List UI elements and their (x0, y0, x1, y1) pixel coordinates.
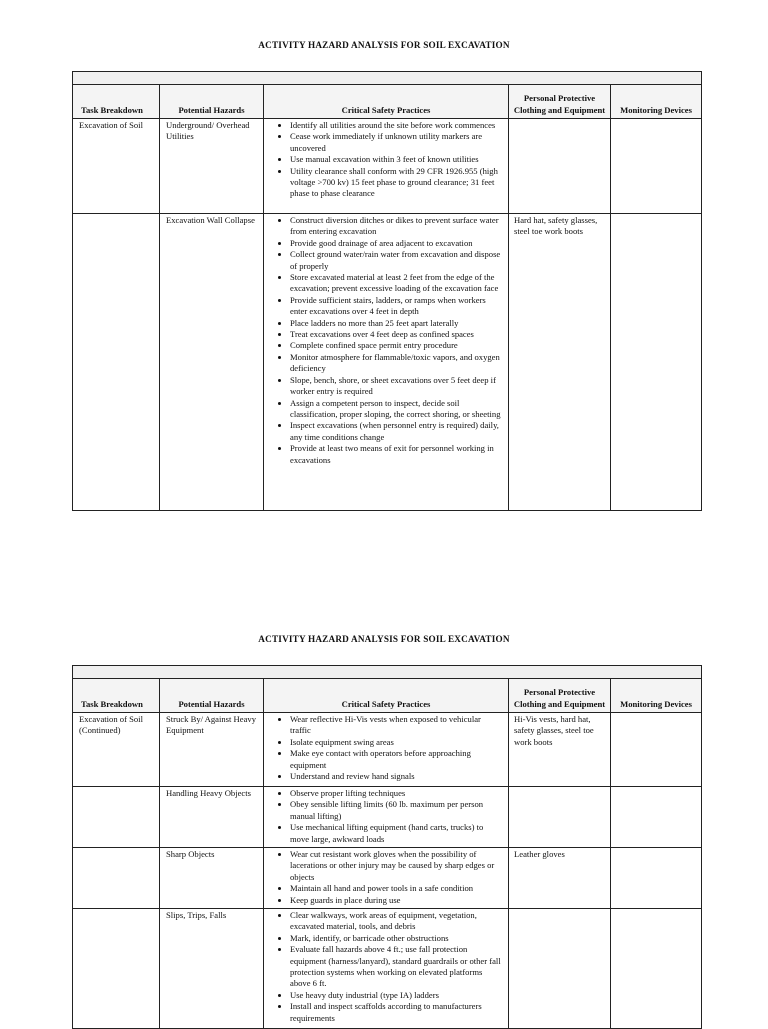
hazard-analysis-table (72, 665, 702, 1029)
task-cell (73, 214, 160, 511)
practice-item: • Obey sensible lifting limits (60 lb. maximum per person manual lifting) (290, 799, 503, 822)
practice-item: • Provide at least two means of exit for personnel working in excavations (290, 443, 503, 466)
practice-item: • Provide good drainage of area adjacent to excavation (290, 238, 503, 249)
monitoring-cell (611, 713, 702, 787)
practice-item: • Complete confined space permit entry procedure (290, 340, 503, 351)
practice-item: • Assign a competent person to inspect, decide soil classification, proper sloping, the correct shoring, or sheeting (290, 398, 503, 421)
header-task-breakdown: Task Breakdown (73, 85, 160, 119)
practice-item: • Construct diversion ditches or dikes to prevent surface water from entering excavation (290, 215, 503, 238)
table-row (73, 909, 702, 1029)
page-title: ACTIVITY HAZARD ANALYSIS FOR SOIL EXCAVATION (258, 634, 510, 644)
practice-item: • Cease work immediately if unknown utility markers are uncovered (290, 131, 503, 154)
page-title: ACTIVITY HAZARD ANALYSIS FOR SOIL EXCAVATION (258, 40, 510, 50)
table-header-row (73, 85, 702, 119)
ppe-cell (509, 787, 611, 848)
practice-item: • Keep guards in place during use (290, 895, 503, 906)
ppe-cell: Hi-Vis vests, hard hat, safety glasses, steel toe work boots (509, 713, 611, 787)
practice-item: • Use manual excavation within 3 feet of known utilities (290, 154, 503, 165)
practices-list (269, 714, 503, 782)
practice-item: • Use mechanical lifting equipment (hand carts, trucks) to move large, awkward loads (290, 822, 503, 845)
monitoring-cell (611, 119, 702, 214)
practice-item: • Slope, bench, shore, or sheet excavations over 5 feet deep if worker entry is required (290, 375, 503, 398)
header-monitoring-devices: Monitoring Devices (611, 85, 702, 119)
hazard-cell: Slips, Trips, Falls (160, 909, 264, 1029)
practice-item: • Install and inspect scaffolds according to manufacturers requirements (290, 1001, 503, 1024)
practices-list (269, 215, 503, 466)
ppe-cell (509, 909, 611, 1029)
table-row (73, 848, 702, 909)
practice-item: • Wear reflective Hi-Vis vests when exposed to vehicular traffic (290, 714, 503, 737)
header-critical-safety-practices: Critical Safety Practices (264, 85, 509, 119)
hazard-cell: Struck By/ Against Heavy Equipment (160, 713, 264, 787)
hazard-analysis-table (72, 71, 702, 511)
practice-item: • Maintain all hand and power tools in a safe condition (290, 883, 503, 894)
practice-item: • Evaluate fall hazards above 4 ft.; use fall protection equipment (harness/lanyard), standard guardrails or other fall protection systems when working on elevated platforms above 6 ft. (290, 944, 503, 990)
practices-cell (264, 214, 509, 511)
practices-list (269, 910, 503, 1024)
practice-item: • Place ladders no more than 25 feet apart laterally (290, 318, 503, 329)
table-shaded-bar (73, 72, 702, 85)
practice-item: • Isolate equipment swing areas (290, 737, 503, 748)
hazard-cell: Sharp Objects (160, 848, 264, 909)
table-row (73, 787, 702, 848)
practice-item: • Treat excavations over 4 feet deep as confined spaces (290, 329, 503, 340)
monitoring-cell (611, 848, 702, 909)
practice-item: • Understand and review hand signals (290, 771, 503, 782)
practices-list (269, 788, 503, 845)
header-potential-hazards: Potential Hazards (160, 679, 264, 713)
practice-item: • Wear cut resistant work gloves when the possibility of lacerations or other injury may be caused by sharp edges or objects (290, 849, 503, 883)
task-cell: Excavation of Soil (Continued) (73, 713, 160, 787)
header-potential-hazards: Potential Hazards (160, 85, 264, 119)
task-cell: Excavation of Soil (73, 119, 160, 214)
table-row (73, 119, 702, 214)
practices-cell (264, 909, 509, 1029)
practices-cell (264, 787, 509, 848)
header-critical-safety-practices: Critical Safety Practices (264, 679, 509, 713)
header-ppe: Personal Protective Clothing and Equipment (509, 85, 611, 119)
practice-item: • Clear walkways, work areas of equipment, vegetation, excavated material, tools, and debris (290, 910, 503, 933)
practice-item: • Identify all utilities around the site before work commences (290, 120, 503, 131)
practice-item: • Make eye contact with operators before approaching equipment (290, 748, 503, 771)
practice-item: • Inspect excavations (when personnel entry is required) daily, any time conditions change (290, 420, 503, 443)
practices-cell (264, 848, 509, 909)
practice-item: • Collect ground water/rain water from excavation and dispose of properly (290, 249, 503, 272)
monitoring-cell (611, 787, 702, 848)
ppe-cell: Hard hat, safety glasses, steel toe work boots (509, 214, 611, 511)
ppe-cell: Leather gloves (509, 848, 611, 909)
task-cell (73, 909, 160, 1029)
monitoring-cell (611, 909, 702, 1029)
practices-cell (264, 119, 509, 214)
practices-cell (264, 713, 509, 787)
ppe-cell (509, 119, 611, 214)
hazard-cell: Underground/ Overhead Utilities (160, 119, 264, 214)
practice-item: • Observe proper lifting techniques (290, 788, 503, 799)
monitoring-cell (611, 214, 702, 511)
header-ppe: Personal Protective Clothing and Equipment (509, 679, 611, 713)
practice-item: • Store excavated material at least 2 feet from the edge of the excavation; prevent excessive loading of the excavation face (290, 272, 503, 295)
table-row (73, 214, 702, 511)
hazard-cell: Excavation Wall Collapse (160, 214, 264, 511)
table-shaded-bar (73, 666, 702, 679)
practice-item: • Monitor atmosphere for flammable/toxic vapors, and oxygen deficiency (290, 352, 503, 375)
header-monitoring-devices: Monitoring Devices (611, 679, 702, 713)
table-row (73, 713, 702, 787)
practices-list (269, 120, 503, 200)
task-cell (73, 848, 160, 909)
practice-item: • Mark, identify, or barricade other obstructions (290, 933, 503, 944)
table-header-row (73, 679, 702, 713)
header-task-breakdown: Task Breakdown (73, 679, 160, 713)
practice-item: • Utility clearance shall conform with 29 CFR 1926.955 (high voltage >700 kv) 15 feet phase to ground clearance; 31 feet phase to phase clearance (290, 166, 503, 200)
hazard-cell: Handling Heavy Objects (160, 787, 264, 848)
practices-list (269, 849, 503, 906)
practice-item: • Provide sufficient stairs, ladders, or ramps when workers enter excavations over 4 feet in depth (290, 295, 503, 318)
practice-item: • Use heavy duty industrial (type IA) ladders (290, 990, 503, 1001)
task-cell (73, 787, 160, 848)
